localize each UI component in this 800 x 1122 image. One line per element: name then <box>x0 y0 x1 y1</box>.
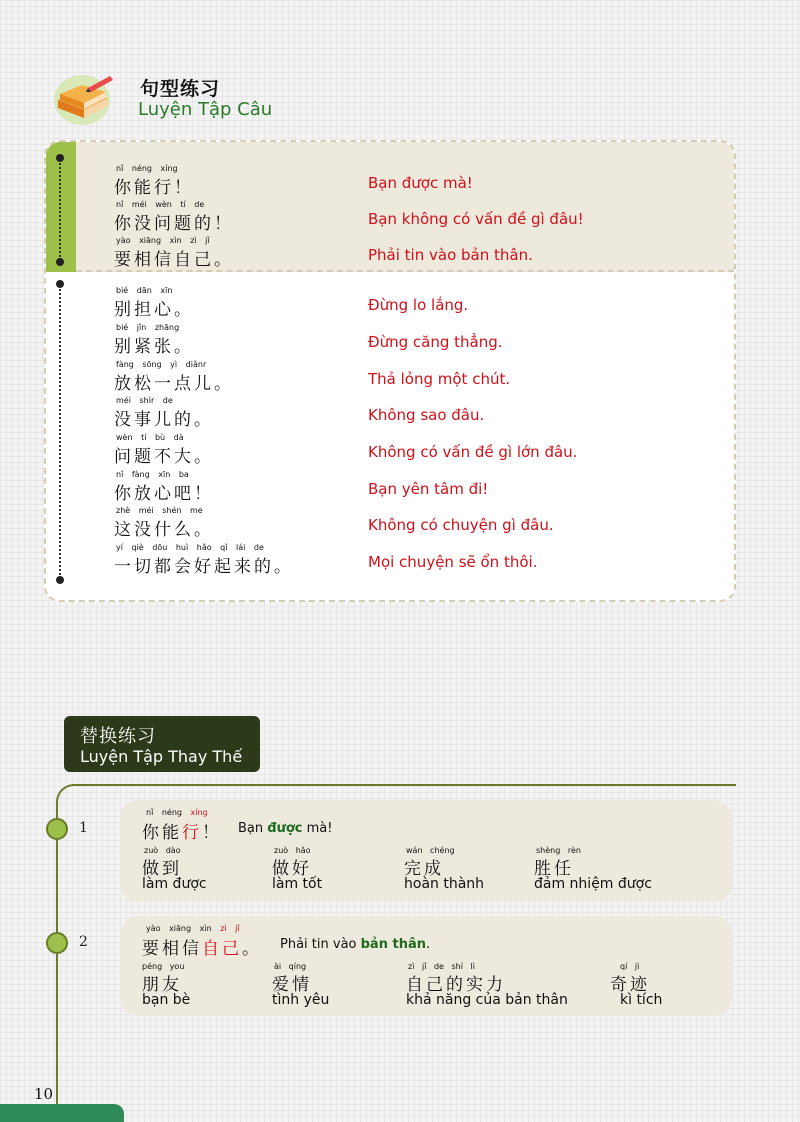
section-title-cn: 句型练习 <box>140 78 221 100</box>
option-pinyin: péng you <box>142 962 185 971</box>
option-translation: khả năng của bản thân <box>406 992 568 1008</box>
phrase-hanzi: 问题不大。 <box>114 447 214 467</box>
option-translation: làm được <box>142 876 207 892</box>
phrase-pinyin: bié jǐn zhāng <box>116 323 180 332</box>
phrase-pinyin: méi shìr de <box>116 396 173 405</box>
phrase-pinyin: nǐ néng xíng <box>116 164 178 173</box>
phrase-row <box>46 236 734 272</box>
exercise-translation <box>238 821 332 836</box>
phrase-translation: Đừng lo lắng. <box>368 296 469 314</box>
option-pinyin: wán chéng <box>406 846 455 855</box>
footer-bar <box>0 1104 124 1122</box>
exercise-pinyin-highlight: xíng <box>190 808 208 817</box>
phrase-translation: Đừng căng thẳng. <box>368 333 503 351</box>
section-rule <box>72 784 736 786</box>
option-hanzi: 朋友 <box>142 975 182 995</box>
phrase-hanzi: 这没什么。 <box>114 520 214 540</box>
phrase-pinyin: wèn tí bù dà <box>116 433 184 442</box>
exercise-trans-pre: Bạn <box>238 821 268 836</box>
exercise-hanzi-end: ！ <box>202 823 222 843</box>
phrase-hanzi: 你没问题的！ <box>114 214 234 234</box>
exercise-hanzi <box>142 818 222 843</box>
phrase-hanzi: 别紧张。 <box>114 337 194 357</box>
option-pinyin: zì jǐ de shí lì <box>408 962 475 971</box>
option-hanzi: 做到 <box>142 859 182 879</box>
option-translation: tình yêu <box>272 992 330 1008</box>
exercise-hanzi-highlight: 行 <box>182 823 202 843</box>
phrase-hanzi: 要相信自己。 <box>114 250 234 270</box>
exercise-box <box>120 916 732 1016</box>
exercise-hanzi-highlight: 自己 <box>202 939 242 959</box>
book-pencil-icon <box>52 70 118 126</box>
exercise-trans-bold: được <box>267 821 303 836</box>
card-bottom-panel <box>46 272 734 602</box>
phrase-card <box>44 140 736 602</box>
option-pinyin: qí jì <box>620 962 640 971</box>
phrase-translation: Không sao đâu. <box>368 406 485 424</box>
phrase-pinyin: yào xiāng xìn zì jǐ <box>116 236 210 245</box>
phrase-pinyin: fàng sōng yì diǎnr <box>116 360 207 369</box>
option-translation: đảm nhiệm được <box>534 876 652 892</box>
phrase-translation: Mọi chuyện sẽ ổn thôi. <box>368 553 538 571</box>
exercise-pinyin <box>146 808 208 817</box>
exercise-hanzi-end: 。 <box>242 939 262 959</box>
phrase-row <box>46 506 734 542</box>
option-pinyin: shèng rèn <box>536 846 581 855</box>
option-translation: kì tích <box>620 992 663 1008</box>
phrase-translation: Phải tin vào bản thân. <box>368 246 533 264</box>
phrase-hanzi: 一切都会好起来的。 <box>114 557 294 577</box>
option-hanzi: 做好 <box>272 859 312 879</box>
phrase-translation: Không có chuyện gì đâu. <box>368 516 554 534</box>
exercise-pinyin <box>146 924 240 933</box>
exercise-pinyin-base: nǐ néng <box>146 808 191 817</box>
card-top-panel <box>46 142 734 272</box>
section-rule-vertical <box>56 802 58 1122</box>
substitution-header <box>64 716 260 772</box>
phrase-translation: Bạn không có vấn đề gì đâu! <box>368 210 584 228</box>
phrase-row <box>46 164 734 200</box>
phrase-row <box>46 470 734 506</box>
phrase-row <box>46 543 734 579</box>
exercise-trans-bold: bản thân <box>360 937 426 952</box>
option-translation: bạn bè <box>142 992 191 1008</box>
phrase-hanzi: 没事儿的。 <box>114 410 214 430</box>
exercise-pinyin-highlight: zì jǐ <box>220 924 240 933</box>
option-hanzi: 奇迹 <box>610 975 650 995</box>
phrase-translation: Không có vấn đề gì lớn đâu. <box>368 443 578 461</box>
exercise-hanzi-base: 要相信 <box>142 939 202 959</box>
phrase-translation: Thả lỏng một chút. <box>368 370 511 388</box>
phrase-translation: Bạn yên tâm đi! <box>368 480 489 498</box>
phrase-hanzi: 放松一点儿。 <box>114 374 234 394</box>
option-pinyin: ài qíng <box>274 962 307 971</box>
option-hanzi: 胜任 <box>534 859 574 879</box>
exercise-hanzi <box>142 934 262 959</box>
phrase-row <box>46 286 734 322</box>
option-translation: làm tốt <box>272 876 323 892</box>
exercise-bullet <box>46 818 68 840</box>
phrase-pinyin: yí qiè dōu huì hǎo qǐ lái de <box>116 543 264 552</box>
exercise-box <box>120 800 732 902</box>
exercise-trans-post: mà! <box>302 821 333 836</box>
phrase-pinyin: zhè méi shén me <box>116 506 203 515</box>
exercise-bullet <box>46 932 68 954</box>
option-pinyin: zuò dào <box>144 846 181 855</box>
dot-marker <box>56 154 64 162</box>
exercise-hanzi-base: 你能 <box>142 823 182 843</box>
substitution-title-cn: 替换练习 <box>80 726 156 747</box>
phrase-hanzi: 你放心吧！ <box>114 484 214 504</box>
exercise-trans-pre: Phải tin vào <box>280 937 361 952</box>
phrase-hanzi: 你能行！ <box>114 178 194 198</box>
option-hanzi: 自己的实力 <box>406 975 506 995</box>
page-number: 10 <box>34 1085 54 1103</box>
phrase-row <box>46 433 734 469</box>
section-title-vn: Luyện Tập Câu <box>138 99 273 120</box>
exercise-number: 2 <box>79 934 88 950</box>
phrase-row <box>46 360 734 396</box>
option-hanzi: 爱情 <box>272 975 312 995</box>
phrase-row <box>46 396 734 432</box>
phrase-pinyin: nǐ méi wèn tí de <box>116 200 205 209</box>
phrase-pinyin: nǐ fàng xīn ba <box>116 470 189 479</box>
phrase-translation: Bạn được mà! <box>368 174 473 192</box>
phrase-hanzi: 别担心。 <box>114 300 194 320</box>
substitution-title-vn: Luyện Tập Thay Thế <box>80 747 243 766</box>
phrase-row <box>46 200 734 236</box>
phrase-row <box>46 323 734 359</box>
option-hanzi: 完成 <box>404 859 444 879</box>
exercise-number: 1 <box>79 820 88 836</box>
phrase-pinyin: bié dān xīn <box>116 286 173 295</box>
exercise-pinyin-base: yào xiāng xìn <box>146 924 221 933</box>
option-pinyin: zuò hǎo <box>274 846 311 855</box>
exercise-translation <box>280 937 430 952</box>
option-translation: hoàn thành <box>404 876 485 892</box>
exercise-trans-post: . <box>425 937 431 952</box>
